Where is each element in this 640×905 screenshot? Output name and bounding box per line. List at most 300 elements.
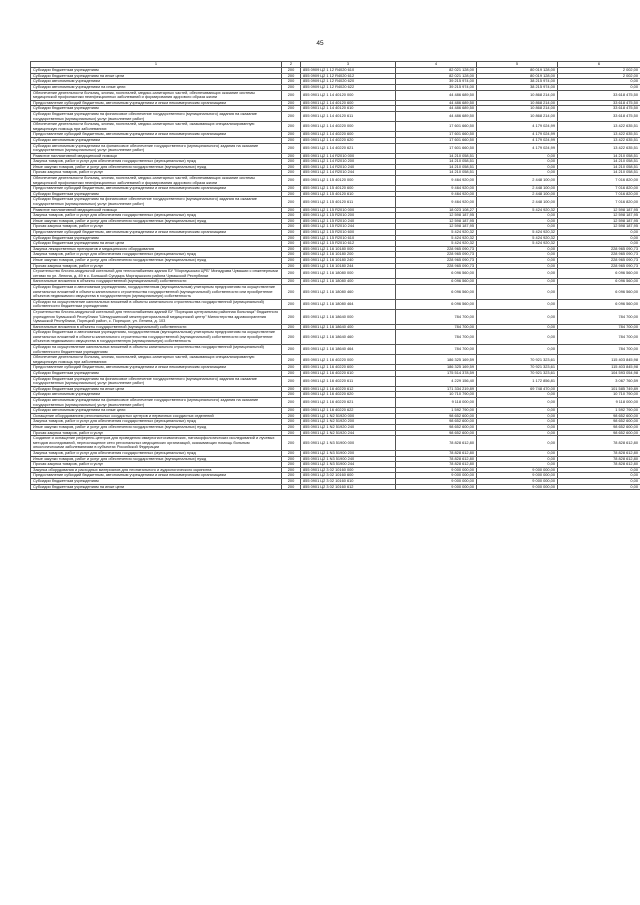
row-name: Предоставление субсидий бюджетным, автономным учреждениям и иным некоммерческим организациям [31,100,282,106]
row-amount: 0,00 [477,224,558,230]
row-amount: 38 215 974,00 [477,84,558,90]
row-amount: 70 921 323,61 [477,365,558,371]
row-code: 200 [282,191,301,197]
row-amount: 9 464 920,00 [396,186,477,192]
row-amount: 4 179 024,99 [477,137,558,143]
row-amount: 228 965 090,73 [396,252,477,258]
row-code: 200 [282,450,301,456]
row-code: 200 [282,430,301,436]
row-name: Субсидии бюджетным учреждениям [31,235,282,241]
table-row [31,111,640,121]
row-amount: 6 096 560,00 [396,299,477,309]
row-name: Обеспечение деятельности больниц, клиник, госпиталей, медико-санитарных частей, оказывающих специализированную медицинскую помощь при заболеваниях [31,355,282,365]
row-amount: 0,00 [477,408,558,414]
row-name: Закупка товаров, работ и услуг для обеспечения государственных (муниципальных) нужд [31,419,282,425]
row-amount: 17 601 660,50 [396,143,477,153]
row-name: Предоставление субсидий бюджетным, автономным учреждениям и иным некоммерческим организациям [31,365,282,371]
row-amount: 784 700,00 [558,309,640,324]
row-name: Обеспечение деятельности больниц, клиник, госпиталей, медико-санитарных частей, обеспечивающих оказание системы медицинской профилактики неинфекционных заболеваний и формирования здорового образа жизни [31,176,282,186]
table-row [31,186,640,192]
row-name: Субсидии автономным учреждениям на иные цели [31,84,282,90]
row-amount: 9 118 000,00 [396,398,477,408]
row-name: Субсидии автономным учреждениям [31,137,282,143]
row-amount: 784 700,00 [558,345,640,355]
row-classification: 855 0901 Ц2 1 15 40120 600 [301,186,396,192]
row-code: 200 [282,413,301,419]
row-code: 200 [282,90,301,100]
row-name: Развитие паллиативной медицинской помощи [31,207,282,213]
table-row [31,299,640,309]
table-row [31,279,640,285]
row-classification: 855 0901 Ц2 1 16 18640 000 [301,309,396,324]
row-classification: 855 0901 Ц2 1 15 R2010 600 [301,230,396,236]
row-classification: 855 0901 Ц2 1 14 40120 600 [301,100,396,106]
row-code: 200 [282,355,301,365]
row-amount: 2 448 100,00 [477,176,558,186]
row-amount: 98 652 600,00 [558,430,640,436]
row-amount: 175 514 378,59 [396,371,477,377]
row-name: Обеспечение деятельности больниц, клиник, госпиталей, медико-санитарных частей, обеспечивающих оказание системы медицинской профилактики неинфекционных заболеваний и формирования здорового образа жизни [31,90,282,100]
table-row [31,413,640,419]
row-code: 200 [282,207,301,213]
row-amount: 784 700,00 [558,324,640,330]
row-name: Закупка товаров, работ и услуг для обеспечения государственных (муниципальных) нужд [31,213,282,219]
row-classification: 855 0901 Ц2 1 16 18080 000 [301,269,396,279]
row-amount: 0,00 [477,413,558,419]
row-code: 200 [282,309,301,324]
row-classification: 855 0901 Ц2 1 16 18080 400 [301,279,396,285]
row-amount: 12 598 187,95 [558,207,640,213]
row-amount: 228 965 090,73 [558,252,640,258]
row-amount: 0,00 [477,269,558,279]
row-amount: 5 424 920,32 [477,241,558,247]
row-amount: 33 618 475,50 [558,90,640,100]
row-classification: 855 0901 Ц2 1 16 40220 611 [301,376,396,386]
row-amount: 0,00 [477,246,558,252]
row-amount: 2 448 100,00 [477,186,558,192]
row-amount: 14 210 058,51 [558,159,640,165]
row-amount: 0,00 [558,473,640,479]
row-amount: 14 210 058,51 [558,170,640,176]
row-classification: 855 0901 Ц2 1 N2 51920 200 [301,419,396,425]
row-classification: 855 0901 Ц2 1 15 40120 000 [301,176,396,186]
row-name: Иные закупки товаров, работ и услуг для обеспечения государственных (муниципальных) нужд [31,424,282,430]
row-classification: 855 0901 Ц2 1 16 10180 000 [301,246,396,252]
row-classification: 855 0909 Ц2 1 12 R4020 610 [301,68,396,74]
row-amount: 78 828 612,80 [558,436,640,451]
row-amount: 10 868 214,00 [477,90,558,100]
table-row [31,132,640,138]
row-amount: 44 486 689,50 [396,111,477,121]
row-classification: 855 0901 Ц2 1 15 R2010 610 [301,235,396,241]
row-code: 200 [282,324,301,330]
row-name: Закупка товаров, работ и услуг для обеспечения государственных (муниципальных) нужд [31,252,282,258]
row-amount: 44 486 689,50 [396,106,477,112]
row-amount: 0,00 [477,330,558,345]
row-amount: 78 828 612,80 [558,456,640,462]
table-row [31,257,640,263]
row-amount: 0,00 [477,263,558,269]
row-amount: 2 002,00 [558,73,640,79]
row-classification: 855 0901 Ц2 1 16 40220 622 [301,408,396,414]
row-amount: 0,00 [558,79,640,85]
row-amount: 0,00 [477,436,558,451]
table-row [31,73,640,79]
table-row [31,159,640,165]
row-amount: 98 652 600,00 [396,413,477,419]
row-classification: 855 0901 Ц2 1 N3 51900 244 [301,462,396,468]
row-code: 200 [282,164,301,170]
row-amount: 10 710 790,00 [396,392,477,398]
row-amount: 784 700,00 [396,324,477,330]
row-amount: 0,00 [558,84,640,90]
row-amount: 13 422 635,51 [558,122,640,132]
row-amount: 228 965 090,73 [558,246,640,252]
row-amount: 10 868 214,00 [477,100,558,106]
row-amount: 228 965 090,73 [396,263,477,269]
row-classification: 855 0901 Ц2 1 14 40120 611 [301,111,396,121]
row-amount: 0,00 [477,279,558,285]
row-code: 200 [282,330,301,345]
row-code: 200 [282,137,301,143]
row-name: Субсидии бюджетным учреждениям на финансовое обеспечение государственного (муниципального) задания на оказание государственных (муниципальных) услуг (выполнение работ) [31,376,282,386]
row-amount: 80 019 128,00 [477,68,558,74]
table-row [31,309,640,324]
row-code: 200 [282,392,301,398]
row-amount: 115 403 845,98 [558,355,640,365]
row-amount: 17 601 660,50 [396,132,477,138]
row-amount: 9 000 000,00 [396,467,477,473]
row-classification: 855 0901 Ц2 1 15 R2010 200 [301,213,396,219]
row-amount: 14 210 058,51 [396,159,477,165]
row-name: Обеспечение деятельности больниц, клиник, госпиталей, медико-санитарных частей, оказывающих специализированную медицинскую помощь при заболеваниях [31,122,282,132]
row-amount: 7 016 820,00 [558,186,640,192]
row-name: Прочая закупка товаров, работ и услуг [31,170,282,176]
table-row [31,284,640,299]
row-amount: 0,00 [558,467,640,473]
row-amount: 17 601 660,50 [396,122,477,132]
row-classification: 855 0901 Ц2 1 14 40120 610 [301,106,396,112]
row-name: Капитальные вложения в объекты государственной (муниципальной) собственности [31,279,282,285]
row-code: 200 [282,467,301,473]
row-amount: 14 210 058,51 [396,153,477,159]
row-amount: 104 593 054,98 [558,371,640,377]
row-amount: 78 828 612,80 [558,450,640,456]
row-amount: 44 486 689,50 [396,100,477,106]
row-classification: 855 0901 Ц2 1 15 40120 611 [301,197,396,207]
row-amount: 101 585 749,89 [558,386,640,392]
row-code: 200 [282,279,301,285]
row-code: 200 [282,106,301,112]
row-name: Субсидии автономным учреждениям [31,392,282,398]
row-amount: 6 096 560,00 [396,269,477,279]
row-classification: 855 0901 Ц2 1 16 18640 464 [301,345,396,355]
row-amount: 10 868 214,00 [477,106,558,112]
row-name: Субсидии бюджетным учреждениям на финансовое обеспечение государственного (муниципального) задания на оказание государственных (муниципальных) услуг (выполнение работ) [31,111,282,121]
row-amount: 0,00 [477,450,558,456]
row-amount: 44 486 689,50 [396,90,477,100]
row-classification: 855 0901 Ц2 1 15 40120 610 [301,191,396,197]
row-classification: 855 0901 Ц2 3 02 10160 000 [301,467,396,473]
row-amount: 2 002,00 [558,68,640,74]
row-name: Предоставление субсидий бюджетным, автономным учреждениям и иным некоммерческим организациям [31,132,282,138]
row-code: 200 [282,153,301,159]
table-row [31,424,640,430]
row-name: Иные закупки товаров, работ и услуг для обеспечения государственных (муниципальных) нужд [31,164,282,170]
row-classification: 855 0901 Ц2 1 N3 51900 200 [301,450,396,456]
row-code: 200 [282,257,301,263]
table-row [31,345,640,355]
row-amount: 78 828 612,80 [396,436,477,451]
row-code: 200 [282,73,301,79]
row-amount: 9 000 000,00 [396,473,477,479]
row-code: 200 [282,252,301,258]
table-row [31,419,640,425]
row-amount: 82 021 128,00 [396,68,477,74]
row-classification: 855 0901 Ц2 1 N3 51900 240 [301,456,396,462]
row-amount: 0,00 [477,252,558,258]
row-amount: 0,00 [477,419,558,425]
row-amount: 98 652 600,00 [396,430,477,436]
row-amount: 4 179 024,99 [477,132,558,138]
row-amount: 0,00 [477,213,558,219]
row-name: Строительство блочно-модульной котельной для теплоснабжения здания БУ "Моргаушская ЦРБ" Минздрава Чувашии с инженерными сетями по ул. Ленина, д. 49 в с. Большой Сундырь Моргаушского района Чувашской Республики [31,269,282,279]
row-code: 200 [282,376,301,386]
row-name: Субсидии автономным учреждениям на финансовое обеспечение государственного (муниципального) задания на оказание государственных (муниципальных) услуг (выполнение работ) [31,143,282,153]
row-amount: 13 422 635,51 [558,143,640,153]
row-amount: 17 601 660,50 [396,137,477,143]
row-amount: 6 096 560,00 [558,299,640,309]
row-amount: 78 828 612,80 [396,450,477,456]
table-row [31,100,640,106]
table-row [31,176,640,186]
row-code: 200 [282,365,301,371]
row-amount: 38 215 974,00 [477,79,558,85]
row-code: 200 [282,197,301,207]
row-name: Субсидии автономным учреждениям на иные цели [31,408,282,414]
row-amount: 9 118 000,00 [558,398,640,408]
row-name: Закупка лекарственных препаратов и медицинского оборудования [31,246,282,252]
row-amount: 39 215 974,00 [396,79,477,85]
row-name: Иные закупки товаров, работ и услуг для обеспечения государственных (муниципальных) нужд [31,257,282,263]
row-amount: 0,00 [477,153,558,159]
row-code: 200 [282,213,301,219]
column-header: 6 [558,62,640,68]
table-row [31,230,640,236]
table-row [31,241,640,247]
row-classification: 855 0901 Ц2 1 16 18640 460 [301,330,396,345]
row-classification: 855 0901 Ц2 1 14 40120 000 [301,90,396,100]
row-name: Субсидии бюджетным учреждениям на иные цели [31,73,282,79]
row-amount: 115 403 845,98 [558,365,640,371]
page-number: 45 [316,40,324,47]
row-name: Предоставление субсидий бюджетным, автономным учреждениям и иным некоммерческим организациям [31,473,282,479]
row-amount: 784 700,00 [396,309,477,324]
row-code: 200 [282,159,301,165]
row-code: 200 [282,79,301,85]
row-name: Создание и оснащение референс-центров для проведения иммуногистохимических, патоморфологических исследований и лучевых методов исследований, переоснащение сети региональных медицинских организаций, оказывающих помощь больным онкологическими заболеваниями в субъектах Российской Федерации [31,436,282,451]
row-amount: 4 179 024,99 [477,122,558,132]
row-amount: 7 016 820,00 [558,176,640,186]
row-amount: 10 710 790,00 [558,392,640,398]
column-header: 2 [282,62,301,68]
row-name: Прочая закупка товаров, работ и услуг [31,263,282,269]
row-code: 200 [282,230,301,236]
table-row [31,164,640,170]
row-classification: 855 0901 Ц2 1 14 R2010 200 [301,159,396,165]
row-amount: 1 592 790,00 [396,408,477,414]
row-amount: 98 652 600,00 [558,419,640,425]
row-amount: 5 424 920,32 [396,235,477,241]
row-amount: 4 229 156,40 [396,376,477,386]
row-amount: 0,00 [477,299,558,309]
row-name: Предоставление субсидий бюджетным, автономным учреждениям и иным некоммерческим организациям [31,230,282,236]
table-row [31,84,640,90]
row-amount: 12 598 187,95 [396,218,477,224]
table-row [31,218,640,224]
row-code: 200 [282,398,301,408]
table-row [31,252,640,258]
row-amount: 0,00 [477,159,558,165]
column-header: 1 [31,62,282,68]
row-code: 200 [282,478,301,484]
row-name: Субсидии на осуществление капитальных вложений в объекты капитального строительства государственной (муниципальной) собственности бюджетным учреждениям [31,299,282,309]
row-code: 200 [282,456,301,462]
row-classification: 855 0901 Ц2 1 N2 51920 000 [301,413,396,419]
row-classification: 855 0901 Ц2 1 15 R2010 240 [301,218,396,224]
row-code: 200 [282,170,301,176]
row-amount: 0,00 [477,424,558,430]
row-code: 200 [282,345,301,355]
row-amount: 0,00 [477,456,558,462]
row-code: 200 [282,143,301,153]
row-classification: 855 0901 Ц2 3 02 10160 600 [301,473,396,479]
table-row [31,246,640,252]
row-name: Субсидии бюджетным и автономным учреждениям, государственным (муниципальным) унитарным предприятиям на осуществление капитальных вложений в объекты капитального строительства государственной (муниципальной) собственности или приобретение объектов недвижимого имущества в государственную (муниципальную) собственность [31,330,282,345]
row-amount: 78 828 612,80 [396,456,477,462]
row-amount: 98 652 600,00 [558,413,640,419]
row-amount: 228 965 090,73 [558,257,640,263]
table-row [31,143,640,153]
row-classification: 855 0901 Ц2 1 16 10180 200 [301,252,396,258]
row-amount: 12 598 187,95 [396,224,477,230]
row-name: Прочая закупка товаров, работ и услуг [31,224,282,230]
row-classification: 855 0901 Ц2 1 14 40220 621 [301,143,396,153]
row-amount: 228 965 090,73 [558,263,640,269]
budget-table [30,61,640,490]
row-amount: 33 618 475,50 [558,100,640,106]
row-amount: 2 448 100,00 [477,197,558,207]
row-code: 200 [282,408,301,414]
row-amount: 0,00 [558,478,640,484]
table-row [31,376,640,386]
row-name: Субсидии бюджетным учреждениям [31,191,282,197]
row-code: 200 [282,424,301,430]
row-classification: 855 0909 Ц2 1 12 R4020 612 [301,73,396,79]
row-code: 200 [282,386,301,392]
row-classification: 855 0901 Ц2 1 N2 51920 240 [301,424,396,430]
row-amount: 14 210 058,51 [558,153,640,159]
row-amount: 0,00 [477,164,558,170]
row-amount: 0,00 [477,392,558,398]
row-name: Субсидии автономным учреждениям на финансовое обеспечение государственного (муниципального) задания на оказание государственных (муниципальных) услуг (выполнение работ) [31,398,282,408]
row-amount: 9 000 000,00 [477,478,558,484]
row-amount: 1 592 790,00 [558,408,640,414]
row-amount: 33 618 475,50 [558,106,640,112]
table-row [31,436,640,451]
row-amount: 69 748 470,00 [477,386,558,392]
row-code: 200 [282,132,301,138]
table-row [31,197,640,207]
row-amount: 186 325 169,59 [396,365,477,371]
row-code: 200 [282,284,301,299]
row-amount: 5 424 920,32 [477,230,558,236]
row-amount: 0,00 [558,241,640,247]
row-classification: 855 0901 Ц2 1 14 R2010 000 [301,153,396,159]
row-amount: 9 464 920,00 [396,197,477,207]
table-row [31,473,640,479]
row-name: Предоставление субсидий бюджетным, автономным учреждениям и иным некоммерческим организациям [31,186,282,192]
row-name: Субсидии бюджетным учреждениям на финансовое обеспечение государственного (муниципального) задания на оказание государственных (муниципальных) услуг (выполнение работ) [31,197,282,207]
row-code: 200 [282,269,301,279]
row-amount: 2 448 100,00 [477,191,558,197]
row-amount: 171 334 219,89 [396,386,477,392]
row-name: Строительство блочно-модульной котельной для теплоснабжения зданий БУ "Порецкая центральная районная больница" бюджетного учреждения Чувашской Республики "Шемуршинский межтерриториальный медицинский центр" Министерства здравоохранения Чувашской Республики, Порецкий район, с. Порецкое, ул. Ленина, д. 103 [31,309,282,324]
table-row [31,408,640,414]
row-code: 200 [282,122,301,132]
row-name: Закупка товаров, работ и услуг для обеспечения государственных (муниципальных) нужд [31,159,282,165]
row-amount: 98 652 600,00 [558,424,640,430]
row-classification: 855 0901 Ц2 1 16 40220 620 [301,392,396,398]
row-amount: 0,00 [558,484,640,490]
row-classification: 855 0901 Ц2 1 16 40220 610 [301,371,396,377]
row-name: Прочая закупка товаров, работ и услуг [31,430,282,436]
row-classification: 855 0901 Ц2 1 16 40220 621 [301,398,396,408]
row-amount: 98 652 600,00 [396,419,477,425]
row-amount: 13 422 635,51 [558,137,640,143]
row-amount: 6 096 560,00 [558,284,640,299]
row-classification: 855 0901 Ц2 1 16 18640 400 [301,324,396,330]
row-amount: 5 424 920,32 [477,235,558,241]
row-amount: 14 210 058,51 [396,170,477,176]
row-amount: 14 210 058,51 [558,164,640,170]
row-amount: 70 921 323,61 [477,371,558,377]
row-amount: 9 000 000,00 [477,473,558,479]
row-amount: 0,00 [477,398,558,408]
table-row [31,90,640,100]
row-name: Закупка товаров, работ и услуг для обеспечения государственных (муниципальных) нужд [31,450,282,456]
row-classification: 855 0909 Ц2 1 12 R4020 622 [301,84,396,90]
row-name: Субсидии бюджетным учреждениям [31,478,282,484]
row-name: Прочая закупка товаров, работ и услуг [31,462,282,468]
table-row [31,450,640,456]
table-row [31,467,640,473]
row-amount: 0,00 [558,235,640,241]
row-name: Закупка оборудования и расходных материалов для неонатального и аудиологического скрининга [31,467,282,473]
column-header: 4 [396,62,477,68]
row-classification: 855 0901 Ц2 1 15 R2010 244 [301,224,396,230]
row-name: Развитие паллиативной медицинской помощи [31,153,282,159]
row-amount: 9 000 000,00 [396,484,477,490]
row-code: 200 [282,176,301,186]
row-code: 200 [282,484,301,490]
row-amount: 39 215 974,00 [396,84,477,90]
row-classification: 855 0901 Ц2 1 14 40220 600 [301,132,396,138]
row-classification: 855 0901 Ц2 1 16 10180 244 [301,263,396,269]
row-name: Субсидии бюджетным и автономным учреждениям, государственным (муниципальным) унитарным предприятиям на осуществление капитальных вложений в объекты капитального строительства государственной (муниципальной) собственности или приобретение объектов недвижимого имущества в государственную (муниципальную) собственность [31,284,282,299]
table-row [31,484,640,490]
row-amount: 7 016 820,00 [558,197,640,207]
